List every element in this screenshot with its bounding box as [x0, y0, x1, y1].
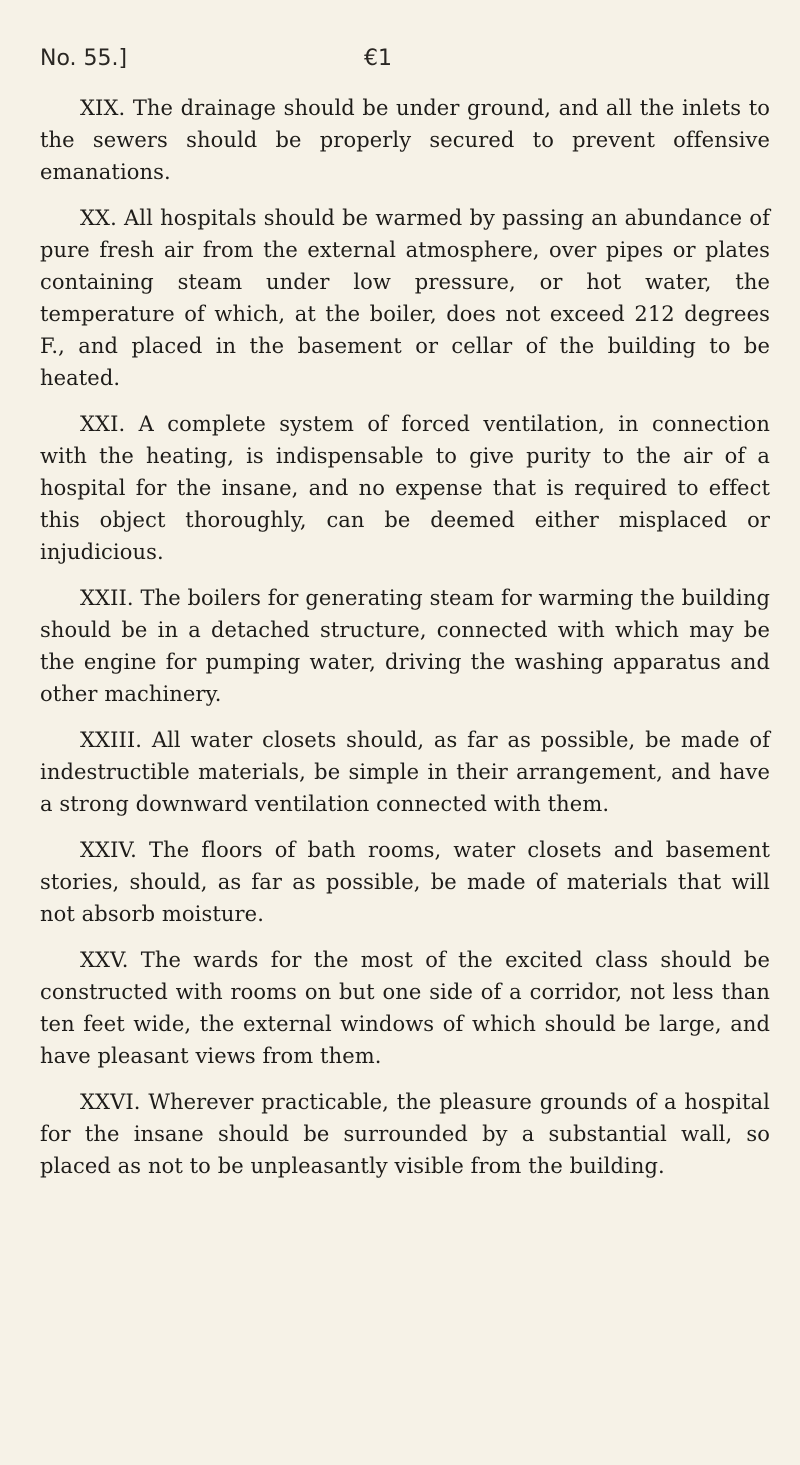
paragraph-xix: XIX. The drainage should be under ground, and all the inlets to the sewers should be properly secured to prevent offensive emanations. [40, 96, 770, 184]
paragraph-xxvi: XXVI. Wherever practicable, the pleasure grounds of a hospital for the insane should be surrounded by a substantial wall, so placed as not to be unpleasantly visible from the building. [40, 1090, 770, 1178]
paragraph-xx: XX. All hospitals should be warmed by passing an abundance of pure fresh air from the external atmosphere, over pipes or plates containing steam under low pressure, or hot water, the temperature of which, at the boiler, does not exceed 212 degrees F., and placed in the basement or cellar of the building to be heated. [40, 206, 770, 390]
issue-number: No. 55.] [40, 46, 128, 71]
page-header [40, 40, 740, 80]
paragraph-xxii: XXII. The boilers for generating steam for warming the building should be in a detached structure, connected with which may be the engine for pumping water, driving the washing apparatus and other machinery. [40, 586, 770, 706]
page-number: €1 [364, 46, 392, 71]
paragraph-xxiv: XXIV. The floors of bath rooms, water closets and basement stories, should, as far as possible, be made of materials that will not absorb moisture. [40, 838, 770, 926]
paragraph-xxiii: XXIII. All water closets should, as far as possible, be made of indestructible materials, be simple in their arrangement, and have a strong downward ventilation connected with them. [40, 728, 770, 816]
body-text [40, 92, 770, 1196]
paragraph-xxv: XXV. The wards for the most of the excited class should be constructed with rooms on but one side of a corridor, not less than ten feet wide, the external windows of which should be large, and have pleasant views from them. [40, 948, 770, 1068]
paragraph-xxi: XXI. A complete system of forced ventilation, in connection with the heating, is indispensable to give purity to the air of a hospital for the insane, and no expense that is required to effect this object thoroughly, can be deemed either misplaced or injudicious. [40, 412, 770, 564]
